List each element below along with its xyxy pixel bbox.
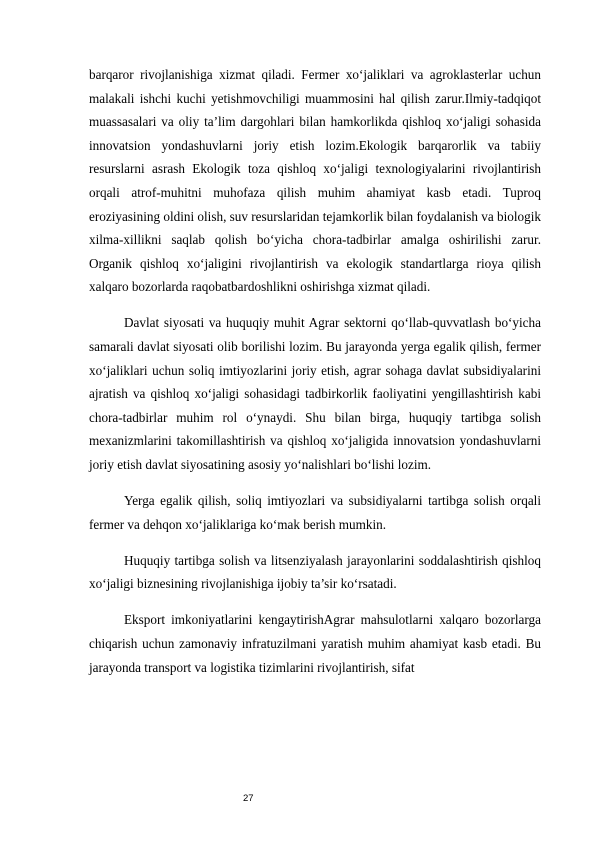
paragraph-2: Davlat siyosati va huquqiy muhit Agrar sektorni qo‘llab-quvvatlash bo‘yicha samarali davlat siyosati olib borilishi lozim. Bu jarayonda yerga egalik qilish, fermer xo‘jaliklari uchun soliq imtiyozlarini joriy etish, agrar sohaga davlat subsidiyalarini ajratish va qishloq xo‘jaligi sohasidagi tadbirkorlik faoliyatini yengillashtirish kabi chora-tadbirlar muhim rol o‘ynaydi. Shu bilan birga, huquqiy tartibga solish mexanizmlarini takomillashtirish va qishloq xo‘jaligida innovatsion yondashuvlarni joriy etish davlat siyosatining asosiy yo‘nalishlari bo‘lishi lozim. bbox=[89, 315, 541, 472]
paragraph-1: barqaror rivojlanishiga xizmat qiladi. Fermer xo‘jaliklari va agroklasterlar uchun malakali ishchi kuchi yetishmovchiligi muammosini hal qilish zarur.Ilmiy-tadqiqot muassasalari va oliy ta’lim dargohlari bilan hamkorlikda qishloq xo‘jaligi sohasida innovatsion yondashuvlarni joriy etish lozim.Ekologik barqarorlik va tabiiy resurslarni asrash Ekologik toza qishloq xo‘jaligi texnologiyalarini rivojlantirish orqali atrof-muhitni muhofaza qilish muhim ahamiyat kasb etadi. Tuproq eroziyasining oldini olish, suv resurslaridan tejamkorlik bilan foydalanish va biologik xilma-xillikni saqlab qolish bo‘yicha chora-tadbirlar amalga oshirilishi zarur. Organik qishloq xo‘jaligini rivojlantirish va ekologik standartlarga rioya qilish xalqaro bozorlarda raqobatbardoshlikni oshirishga xizmat qiladi. bbox=[89, 67, 541, 295]
paragraph-5: Eksport imkoniyatlarini kengaytirishAgrar mahsulotlarni xalqaro bozorlarga chiqarish uchun zamonaviy infratuzilmani yaratish muhim ahamiyat kasb etadi. Bu jarayonda transport va logistika tizimlarini rivojlantirish, sifat bbox=[89, 612, 541, 675]
page-number: 27 bbox=[243, 793, 254, 804]
paragraph-3: Yerga egalik qilish, soliq imtiyozlari va subsidiyalarni tartibga solish orqali fermer va dehqon xo‘jaliklariga ko‘mak berish mumkin. bbox=[89, 493, 541, 532]
document-body bbox=[89, 63, 541, 679]
paragraph-4: Huquqiy tartibga solish va litsenziyalash jarayonlarini soddalashtirish qishloq xo‘jaligi biznesining rivojlanishiga ijobiy ta’sir ko‘rsatadi. bbox=[89, 552, 541, 592]
